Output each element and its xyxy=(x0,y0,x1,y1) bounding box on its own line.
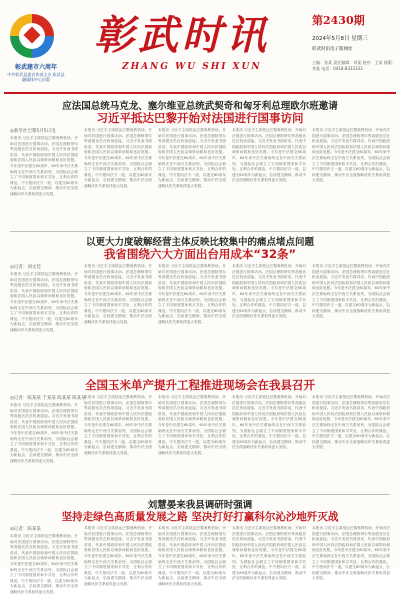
story3-text-4: 本报讯 习近平主席抵达巴黎奥利机场，开始对法国进行国事访问。法国总理阿塔尔等高级官员在机场迎接。习近平发表书面讲话，代表中国政府和中国人民向法国政府和法国人民致以诚挚问候和良好祝愿。今年是中法建交60周年，60年来中法关系始终走在中西方关系前列，为国际社会树立了不同制度国家和平共处、互利合作的典范。中方愿同法方一道，以建交60周年为新起点，弘扬建交精神，推动中法全面战略伙伴关系取得更大发展。 xyxy=(232,395,306,450)
story1-col-1 xyxy=(10,136,78,228)
story2-kicker: 以更大力度破解经营主体反映比较集中的痛点堵点问题 xyxy=(85,237,314,248)
story3-headline[interactable]: 全国玉米单产提升工程推进现场会在我县召开 xyxy=(85,378,315,392)
story1-text-1: 本报讯 习近平主席抵达巴黎奥利机场，开始对法国进行国事访问。法国总理阿塔尔等高级官员在机场迎接。习近平发表书面讲话，代表中国政府和中国人民向法国政府和法国人民致以诚挚问候和良好祝愿。今年是中法建交60周年，60年来中法关系始终走在中西方关系前列，为国际社会树立了不同制度国家和平共处、互利合作的典范。中方愿同法方一道，以建交60周年为新起点，弘扬建交精神，推动中法全面战略伙伴关系取得更大发展。 xyxy=(10,136,78,196)
story3-col-4 xyxy=(232,395,306,491)
story1-col-3 xyxy=(158,128,226,228)
story4-byline: ◎记者：陈某某 xyxy=(10,527,41,532)
issue-info-box xyxy=(312,12,396,72)
story4-col-3 xyxy=(158,526,226,586)
story3-byline: ◎记者：陈某某 于某某 陈某某 陈某某 xyxy=(10,396,86,401)
story1-headline[interactable]: 习近平抵达巴黎开始对法国进行国事访问 xyxy=(96,111,304,125)
issue-web: 彰武时讯电子版网址 xyxy=(312,47,353,52)
story3-col-2 xyxy=(84,395,152,491)
story4-text-5: 本报讯 习近平主席抵达巴黎奥利机场，开始对法国进行国事访问。法国总理阿塔尔等高级官员在机场迎接。习近平发表书面讲话，代表中国政府和中国人民向法国政府和法国人民致以诚挚问候和良好祝愿。今年是中法建交60周年，60年来中法关系始终走在中西方关系前列，为国际社会树立了不同制度国家和平共处、互利合作的典范。中方愿同法方一道，以建交60周年为新起点，弘扬建交精神，推动中法全面战略伙伴关系取得更大发展。 xyxy=(312,526,390,581)
story3-col-5 xyxy=(312,395,390,491)
story4-headline[interactable]: 坚持走绿色高质量发展之路 坚决打好打赢科尔沁沙地歼灭战 xyxy=(61,511,339,523)
story1-text-5: 本报讯 习近平主席抵达巴黎奥利机场，开始对法国进行国事访问。法国总理阿塔尔等高级官员在机场迎接。习近平发表书面讲话，代表中国政府和中国人民向法国政府和法国人民致以诚挚问候和良好祝愿。今年是中法建交60周年，60年来中法关系始终走在中西方关系前列，为国际社会树立了不同制度国家和平共处、互利合作的典范。中方愿同法方一道，以建交60周年为新起点，弘扬建交精神，推动中法全面战略伙伴关系取得更大发展。 xyxy=(312,128,390,183)
story1-col-5 xyxy=(312,128,390,228)
story3-text-2: 本报讯 习近平主席抵达巴黎奥利机场，开始对法国进行国事访问。法国总理阿塔尔等高级官员在机场迎接。习近平发表书面讲话，代表中国政府和中国人民向法国政府和法国人民致以诚挚问候和良好祝愿。今年是中法建交60周年，60年来中法关系始终走在中西方关系前列，为国际社会树立了不同制度国家和平共处、互利合作的典范。中方愿同法方一道，以建交60周年为新起点，弘扬建交精神，推动中法全面战略伙伴关系取得更大发展。 xyxy=(84,395,152,455)
story2-text-1: 本报讯 习近平主席抵达巴黎奥利机场，开始对法国进行国事访问。法国总理阿塔尔等高级官员在机场迎接。习近平发表书面讲话，代表中国政府和中国人民向法国政府和法国人民致以诚挚问候和良好祝愿。今年是中法建交60周年，60年来中法关系始终走在中西方关系前列，为国际社会树立了不同制度国家和平共处、互利合作的典范。中方愿同法方一道，以建交60周年为新起点，弘扬建交精神，推动中法全面战略伙伴关系取得更大发展。 xyxy=(10,272,78,332)
story1-kicker: 应法国总统马克龙、塞尔维亚总统武契奇和匈牙利总理欧尔班邀请 xyxy=(62,101,338,112)
story1-col-4 xyxy=(232,128,306,228)
story4-kicker: 刘慧晏来我县调研时强调 xyxy=(147,500,253,511)
story2-col-3 xyxy=(158,264,226,370)
story1-col-2 xyxy=(84,128,152,228)
story2-col-4 xyxy=(232,264,306,370)
story1-text-2: 本报讯 习近平主席抵达巴黎奥利机场，开始对法国进行国事访问。法国总理阿塔尔等高级官员在机场迎接。习近平发表书面讲话，代表中国政府和中国人民向法国政府和法国人民致以诚挚问候和良好祝愿。今年是中法建交60周年，60年来中法关系始终走在中西方关系前列，为国际社会树立了不同制度国家和平共处、互利合作的典范。中方愿同法方一道，以建交60周年为新起点，弘扬建交精神，推动中法全面战略伙伴关系取得更大发展。 xyxy=(84,128,152,188)
story1-text-4: 本报讯 习近平主席抵达巴黎奥利机场，开始对法国进行国事访问。法国总理阿塔尔等高级官员在机场迎接。习近平发表书面讲话，代表中国政府和中国人民向法国政府和法国人民致以诚挚问候和良好祝愿。今年是中法建交60周年，60年来中法关系始终走在中西方关系前列，为国际社会树立了不同制度国家和平共处、互利合作的典范。中方愿同法方一道，以建交60周年为新起点，弘扬建交精神，推动中法全面战略伙伴关系取得更大发展。 xyxy=(232,128,306,183)
story3-col-3 xyxy=(158,395,226,491)
story2-byline: ◎记者：刘文佳 xyxy=(10,265,41,270)
divider xyxy=(10,494,390,495)
story2-col-1 xyxy=(10,272,78,370)
story2-text-5: 本报讯 习近平主席抵达巴黎奥利机场，开始对法国进行国事访问。法国总理阿塔尔等高级官员在机场迎接。习近平发表书面讲话，代表中国政府和中国人民向法国政府和法国人民致以诚挚问候和良好祝愿。今年是中法建交60周年，60年来中法关系始终走在中西方关系前列，为国际社会树立了不同制度国家和平共处、互利合作的典范。中方愿同法方一道，以建交60周年为新起点，弘扬建交精神，推动中法全面战略伙伴关系取得更大发展。 xyxy=(312,264,390,319)
story4-text-1: 本报讯 习近平主席抵达巴黎奥利机场，开始对法国进行国事访问。法国总理阿塔尔等高级官员在机场迎接。习近平发表书面讲话，代表中国政府和中国人民向法国政府和法国人民致以诚挚问候和良好祝愿。今年是中法建交60周年，60年来中法关系始终走在中西方关系前列，为国际社会树立了不同制度国家和平共处、互利合作的典范。中方愿同法方一道，以建交60周年为新起点，弘扬建交精神，推动中法全面战略伙伴关系取得更大发展。 xyxy=(10,534,78,594)
story3-text-3: 本报讯 习近平主席抵达巴黎奥利机场，开始对法国进行国事访问。法国总理阿塔尔等高级官员在机场迎接。习近平发表书面讲话，代表中国政府和中国人民向法国政府和法国人民致以诚挚问候和良好祝愿。今年是中法建交60周年，60年来中法关系始终走在中西方关系前列，为国际社会树立了不同制度国家和平共处、互利合作的典范。中方愿同法方一道，以建交60周年为新起点，弘扬建交精神，推动中法全面战略伙伴关系取得更大发展。 xyxy=(158,395,226,455)
story4-col-1 xyxy=(10,534,78,594)
story4-col-5 xyxy=(312,526,390,581)
newspaper-title: 彰武时讯 xyxy=(94,12,270,59)
divider xyxy=(10,231,390,232)
story2-text-4: 本报讯 习近平主席抵达巴黎奥利机场，开始对法国进行国事访问。法国总理阿塔尔等高级官员在机场迎接。习近平发表书面讲话，代表中国政府和中国人民向法国政府和法国人民致以诚挚问候和良好祝愿。今年是中法建交60周年，60年来中法关系始终走在中西方关系前列，为国际社会树立了不同制度国家和平共处、互利合作的典范。中方愿同法方一道，以建交60周年为新起点，弘扬建交精神，推动中法全面战略伙伴关系取得更大发展。 xyxy=(232,264,306,319)
story2-headline[interactable]: 我省围绕六大方面出台用成本“32条” xyxy=(103,247,297,261)
story3-text-5: 本报讯 习近平主席抵达巴黎奥利机场，开始对法国进行国事访问。法国总理阿塔尔等高级官员在机场迎接。习近平发表书面讲话，代表中国政府和中国人民向法国政府和法国人民致以诚挚问候和良好祝愿。今年是中法建交60周年，60年来中法关系始终走在中西方关系前列，为国际社会树立了不同制度国家和平共处、互利合作的典范。中方愿同法方一道，以建交60周年为新起点，弘扬建交精神，推动中法全面战略伙伴关系取得更大发展。 xyxy=(312,395,390,450)
story4-col-4 xyxy=(232,526,306,581)
story2-text-3: 本报讯 习近平主席抵达巴黎奥利机场，开始对法国进行国事访问。法国总理阿塔尔等高级官员在机场迎接。习近平发表书面讲话，代表中国政府和中国人民向法国政府和法国人民致以诚挚问候和良好祝愿。今年是中法建交60周年，60年来中法关系始终走在中西方关系前列，为国际社会树立了不同制度国家和平共处、互利合作的典范。中方愿同法方一道，以建交60周年为新起点，弘扬建交精神，推动中法全面战略伙伴关系取得更大发展。 xyxy=(158,264,226,324)
issue-date: 2024年5月8日 星期三 xyxy=(312,36,368,42)
issue-number: 第2430期 xyxy=(312,14,365,27)
divider xyxy=(10,373,390,374)
story2-col-5 xyxy=(312,264,390,370)
publisher-note: 中共彰武县委宣传部主办 彰武县融媒体中心出版 xyxy=(7,72,65,82)
story4-text-2: 本报讯 习近平主席抵达巴黎奥利机场，开始对法国进行国事访问。法国总理阿塔尔等高级官员在机场迎接。习近平发表书面讲话，代表中国政府和中国人民向法国政府和法国人民致以诚挚问候和良好祝愿。今年是中法建交60周年，60年来中法关系始终走在中西方关系前列，为国际社会树立了不同制度国家和平共处、互利合作的典范。中方愿同法方一道，以建交60周年为新起点，弘扬建交精神，推动中法全面战略伙伴关系取得更大发展。 xyxy=(84,526,152,586)
newspaper-title-pinyin: ZHANG WU SHI XUN xyxy=(122,62,262,72)
story1-byline: ◎新华社巴黎5月5日电 xyxy=(10,129,56,134)
masthead xyxy=(4,4,396,90)
story4-text-4: 本报讯 习近平主席抵达巴黎奥利机场，开始对法国进行国事访问。法国总理阿塔尔等高级官员在机场迎接。习近平发表书面讲话，代表中国政府和中国人民向法国政府和法国人民致以诚挚问候和良好祝愿。今年是中法建交60周年，60年来中法关系始终走在中西方关系前列，为国际社会树立了不同制度国家和平共处、互利合作的典范。中方愿同法方一道，以建交60周年为新起点，弘扬建交精神，推动中法全面战略伙伴关系取得更大发展。 xyxy=(232,526,306,581)
story4-col-2 xyxy=(84,526,152,586)
story2-text-2: 本报讯 习近平主席抵达巴黎奥利机场，开始对法国进行国事访问。法国总理阿塔尔等高级官员在机场迎接。习近平发表书面讲话，代表中国政府和中国人民向法国政府和法国人民致以诚挚问候和良好祝愿。今年是中法建交60周年，60年来中法关系始终走在中西方关系前列，为国际社会树立了不同制度国家和平共处、互利合作的典范。中方愿同法方一道，以建交60周年为新起点，弘扬建交精神，推动中法全面战略伙伴关系取得更大发展。 xyxy=(84,264,152,324)
story2-col-2 xyxy=(84,264,152,370)
emblem-logo xyxy=(10,14,54,58)
story4-text-3: 本报讯 习近平主席抵达巴黎奥利机场，开始对法国进行国事访问。法国总理阿塔尔等高级官员在机场迎接。习近平发表书面讲话，代表中国政府和中国人民向法国政府和法国人民致以诚挚问候和良好祝愿。今年是中法建交60周年，60年来中法关系始终走在中西方关系前列，为国际社会树立了不同制度国家和平共处、互利合作的典范。中方愿同法方一道，以建交60周年为新起点，弘扬建交精神，推动中法全面战略伙伴关系取得更大发展。 xyxy=(158,526,226,586)
story3-col-1 xyxy=(10,403,78,491)
masthead-rule xyxy=(4,92,396,94)
logo-caption: 彰武建市六周年 xyxy=(14,64,57,71)
story1-text-3: 本报讯 习近平主席抵达巴黎奥利机场，开始对法国进行国事访问。法国总理阿塔尔等高级官员在机场迎接。习近平发表书面讲话，代表中国政府和中国人民向法国政府和法国人民致以诚挚问候和良好祝愿。今年是中法建交60周年，60年来中法关系始终走在中西方关系前列，为国际社会树立了不同制度国家和平共处、互利合作的典范。中方愿同法方一道，以建交60周年为新起点，弘扬建交精神，推动中法全面战略伙伴关系取得更大发展。 xyxy=(158,128,226,188)
story3-text-1: 本报讯 习近平主席抵达巴黎奥利机场，开始对法国进行国事访问。法国总理阿塔尔等高级官员在机场迎接。习近平发表书面讲话，代表中国政府和中国人民向法国政府和法国人民致以诚挚问候和良好祝愿。今年是中法建交60周年，60年来中法关系始终走在中西方关系前列，为国际社会树立了不同制度国家和平共处、互利合作的典范。中方愿同法方一道，以建交60周年为新起点，弘扬建交精神，推动中法全面战略伙伴关系取得更大发展。 xyxy=(10,403,78,463)
editor-info: 主编：张某 责任编辑：刘某 校对：王某 排版：李某 电话：0418-8333333 xyxy=(312,60,396,71)
